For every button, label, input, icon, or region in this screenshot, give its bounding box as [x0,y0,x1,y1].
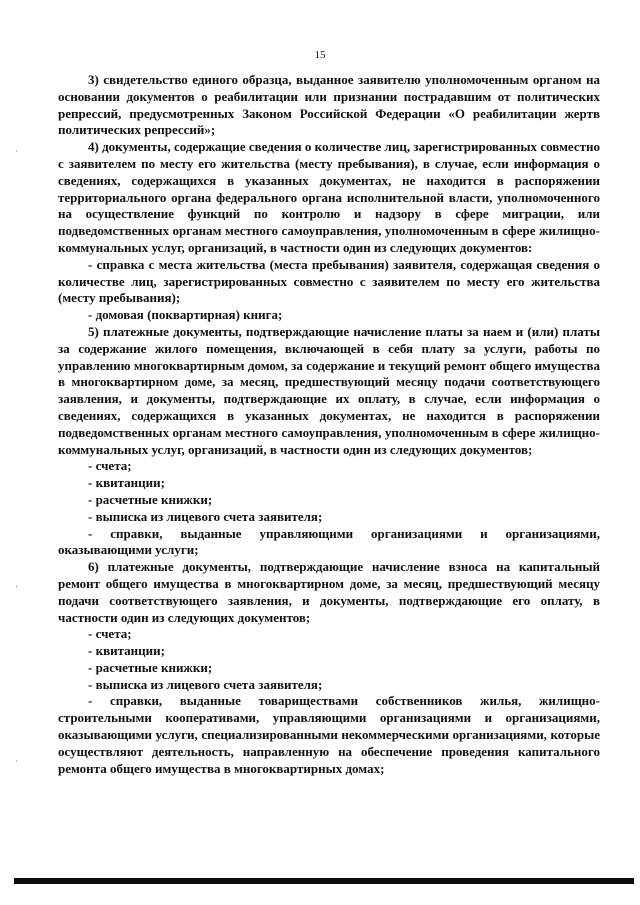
list-item: - квитанции; [88,475,165,491]
paragraph-item-4: 4) документы, содержащие сведения о количестве лиц, зарегистрированных совместно с заявителем по месту его жительства (месту пребывания), в случае, если информация о сведениях, содержащихся в указанных документах, не находится в распоряжении территориального органа федерального органа исполнительной власти, уполномоченного на осуществление функций по контролю и надзору в сфере миграции, или подведомственных органам местного самоуправления, уполномоченным в сфере жилищно-коммунальных услуг, организаций, в частности один из следующих документов: [58,139,600,255]
paragraph-item-5: 5) платежные документы, подтверждающие начисление платы за наем и (или) платы за содержание жилого помещения, включающей в себя плату за услуги, работы по управлению многоквартирным домом, за содержание и текущий ремонт общего имущества в многоквартирном доме, за месяц, предшествующий месяцу подачи соответствующего заявления, и документы, подтверждающие их оплату, в случае, если информация о сведениях, содержащихся в указанных документах, не находится в распоряжении подведомственных органам местного самоуправления, уполномоченным в сфере жилищно-коммунальных услуг, организаций, в частности один из следующих документов; [58,323,600,457]
page-number: 15 [314,49,326,61]
list-item: - счета; [88,458,132,474]
list-item: - выписка из лицевого счета заявителя; [88,508,323,524]
scan-edge-mark [16,760,17,762]
paragraph-item-6: 6) платежные документы, подтверждающие начисление взноса на капитальный ремонт общего имущества в многоквартирном доме, за месяц, предшествующий месяцу подачи соответствующего заявления, и документы, подтверждающие его оплату, в частности один из следующих документов; [58,559,600,625]
list-item: - расчетные книжки; [88,491,213,507]
list-item: - квитанции; [88,643,165,659]
list-item: - домовая (поквартирная) книга; [88,307,283,323]
scan-edge-mark [16,585,17,588]
list-item: - справки, выданные товариществами собственников жилья, жилищно-строительными кооперативами, управляющими организациями и организациями, оказывающими услуги, специализированными некоммерческими организациями, которые осуществляют деятельность, направленную на обеспечение проведения капитального ремонта общего имущества в многоквартирных домах; [58,693,600,776]
list-item: - счета; [88,626,132,642]
list-item: - справки, выданные управляющими организациями и организациями, оказывающими услуги; [58,525,600,558]
list-item: - выписка из лицевого счета заявителя; [88,676,323,692]
scan-edge-mark [16,150,17,152]
document-body [58,72,600,777]
list-item: - справка с места жительства (места пребывания) заявителя, содержащая сведения о количестве лиц, зарегистрированных совместно с заявителем по месту его жительства (месту пребывания); [58,256,600,306]
bottom-scan-border [14,878,634,884]
list-item: - расчетные книжки; [88,659,213,675]
paragraph-item-3: 3) свидетельство единого образца, выданное заявителю уполномоченным органом на основании документов о реабилитации или признании пострадавшим от политических репрессий, предусмотренных Законом Российской Федерации «О реабилитации жертв политических репрессий»; [58,72,600,138]
